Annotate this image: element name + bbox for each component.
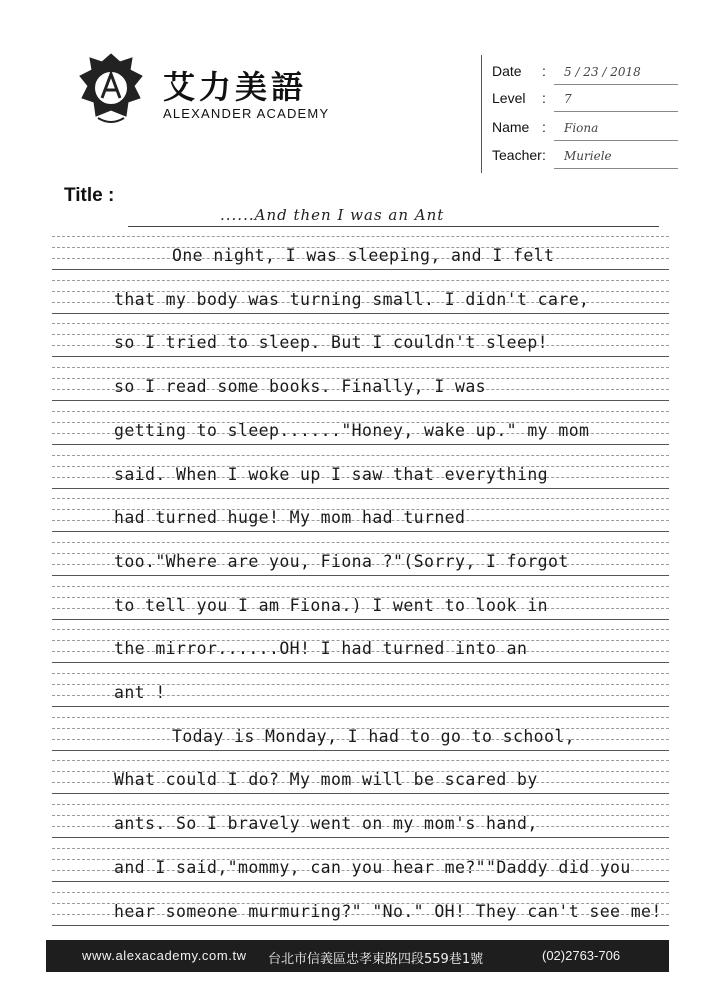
ruled-guide-line — [52, 575, 669, 576]
essay-line: that my body was turning small. I didn't care, — [114, 289, 590, 309]
teacher-value: Muriele — [564, 149, 612, 163]
brand-name-chinese: 艾力美語 — [163, 68, 308, 106]
date-rule — [554, 84, 678, 85]
footer-address: 台北市信義區忠孝東路四段559巷1號 — [268, 952, 484, 967]
ruled-guide-line — [52, 706, 669, 707]
level-colon: : — [542, 90, 546, 106]
brand-name-english: ALEXANDER ACADEMY — [163, 106, 330, 121]
ruled-guide-line — [52, 619, 669, 620]
footer-bar — [46, 940, 669, 972]
essay-line: One night, I was sleeping, and I felt — [172, 246, 555, 265]
teacher-row — [492, 145, 678, 169]
essay-line: getting to sleep......"Honey, wake up." my mom — [114, 420, 590, 440]
ruled-guide-line — [52, 411, 669, 412]
ruled-guide-line — [52, 488, 669, 489]
ruled-guide-line — [52, 269, 669, 270]
ruled-guide-line — [52, 455, 669, 456]
ruled-guide-line — [52, 444, 669, 445]
ruled-guide-line — [52, 793, 669, 794]
name-label: Name — [492, 119, 530, 135]
essay-title: ......And then I was an Ant — [220, 206, 445, 224]
essay-line: ants. So I bravely went on my mom's hand, — [114, 814, 538, 834]
title-label: Title : — [64, 185, 115, 206]
date-colon: : — [542, 63, 546, 79]
date-row — [492, 61, 678, 85]
level-rule — [554, 111, 678, 112]
ruled-guide-line — [52, 280, 669, 281]
ruled-guide-line — [52, 236, 669, 237]
ruled-guide-line — [52, 367, 669, 368]
footer-website: www.alexacademy.com.tw — [82, 948, 247, 963]
ruled-guide-line — [52, 629, 669, 630]
footer-phone: (02)2763-706 — [542, 948, 621, 963]
ruled-guide-line — [52, 356, 669, 357]
essay-line: What could I do? My mom will be scared by — [114, 770, 538, 790]
ruled-guide-line — [52, 313, 669, 314]
academy-logo-icon — [76, 52, 146, 128]
name-colon: : — [542, 119, 546, 135]
date-value: 5 / 23 / 2018 — [564, 65, 641, 79]
ruled-guide-line — [52, 837, 669, 838]
level-label: Level — [492, 90, 526, 106]
teacher-rule — [554, 168, 678, 169]
ruled-guide-line — [52, 531, 669, 532]
name-value: Fiona — [564, 121, 599, 135]
ruled-writing-area — [52, 236, 669, 936]
ruled-guide-line — [52, 760, 669, 761]
level-row — [492, 88, 678, 112]
essay-line: so I read some books. Finally, I was — [114, 377, 487, 397]
name-row — [492, 117, 678, 141]
ruled-guide-line — [52, 542, 669, 543]
ruled-guide-line — [52, 881, 669, 882]
student-info-box — [481, 55, 678, 173]
ruled-guide-line — [52, 323, 669, 324]
title-rule — [128, 226, 659, 227]
ruled-guide-line — [52, 804, 669, 805]
essay-line: Today is Monday, I had to go to school, — [172, 726, 576, 746]
name-rule — [554, 140, 678, 141]
essay-line: said. When I woke up I saw that everything — [114, 464, 549, 484]
essay-line: to tell you I am Fiona.) I went to look in — [114, 595, 549, 615]
teacher-label: Teacher — [492, 147, 542, 163]
essay-line: so I tried to sleep. But I couldn't sleep! — [114, 333, 549, 353]
teacher-colon: : — [542, 147, 546, 163]
ruled-guide-line — [52, 892, 669, 893]
ruled-guide-line — [52, 750, 669, 751]
level-value: 7 — [564, 92, 572, 106]
ruled-guide-line — [52, 717, 669, 718]
ruled-guide-line — [52, 848, 669, 849]
date-label: Date — [492, 63, 522, 79]
ruled-guide-line — [52, 400, 669, 401]
essay-line: had turned huge! My mom had turned — [114, 508, 466, 528]
essay-line: ant ! — [114, 683, 166, 702]
essay-line: and I said,"mommy, can you hear me?""Daddy did you — [114, 857, 631, 877]
essay-line: hear someone murmuring?" "No." OH! They can't see me! — [114, 901, 662, 921]
ruled-guide-line — [52, 925, 669, 926]
ruled-guide-line — [52, 498, 669, 499]
ruled-guide-line — [52, 586, 669, 587]
essay-line: too."Where are you, Fiona ?"(Sorry, I forgot — [114, 551, 569, 571]
essay-line: the mirror......OH! I had turned into an — [114, 639, 528, 659]
ruled-guide-line — [52, 662, 669, 663]
ruled-guide-line — [52, 673, 669, 674]
